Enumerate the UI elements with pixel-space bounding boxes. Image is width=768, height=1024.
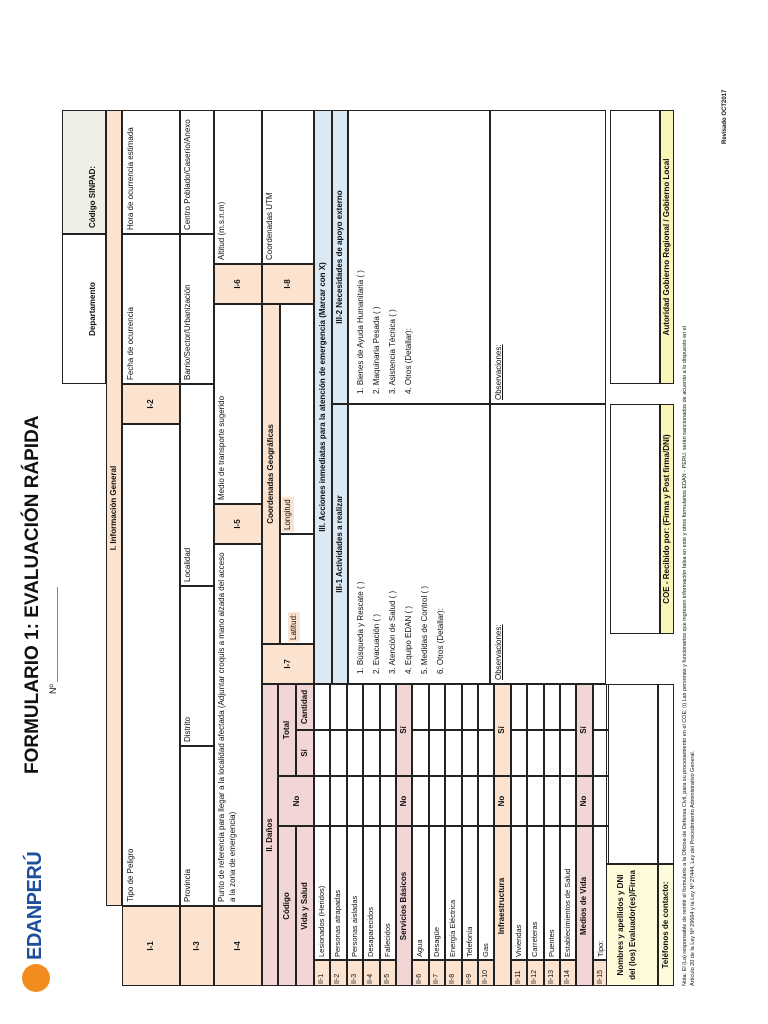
damage-si-checkbox[interactable]	[478, 730, 494, 776]
damage-si-checkbox[interactable]	[462, 730, 478, 776]
damage-cantidad-field[interactable]	[462, 684, 478, 730]
damage-code: II-6	[416, 973, 424, 984]
codigo-sinpad-label: Código SINPAD:	[88, 165, 97, 228]
i5-code: I-5	[233, 519, 242, 529]
nota-line2: Artículo 20 de la Ley Nº 29664 y la Ley Nº 27444, Ley del Procedimiento Administrativo General.	[690, 750, 696, 986]
damage-si-checkbox[interactable]	[347, 730, 363, 776]
damage-cantidad-field[interactable]	[314, 684, 330, 730]
damage-code: II-5	[383, 973, 391, 984]
damage-label: Agua	[415, 939, 425, 957]
form-number: Nº ___________________	[48, 586, 58, 694]
i1-code: I-1	[146, 941, 155, 951]
telefonos-label: Teléfonos de contacto:	[661, 881, 670, 969]
damage-code: II-3	[350, 973, 358, 984]
telefonos-field[interactable]	[658, 684, 674, 864]
actividad-item[interactable]: 6. Otros (Detallar):	[436, 608, 445, 674]
damage-si-checkbox[interactable]	[429, 730, 445, 776]
damage-label: Viviendas	[513, 924, 523, 957]
edan-logo-icon	[22, 964, 50, 992]
seccion1-title: I. Información General	[109, 465, 118, 551]
damage-cantidad-field[interactable]	[330, 684, 346, 730]
damage-code: II-14	[564, 969, 571, 984]
damage-no-checkbox[interactable]	[314, 776, 330, 826]
nombres-label: Nombres y apellidos y DNI	[616, 874, 625, 976]
table-row	[478, 826, 494, 960]
damage-no-checkbox[interactable]	[429, 776, 445, 826]
damage-label: Fallecidos	[382, 923, 392, 957]
actividad-item[interactable]: 3. Atención de Salud ( )	[388, 590, 397, 674]
damage-label: Lesionados (Heridos)	[317, 885, 326, 957]
damage-cantidad-field[interactable]	[478, 684, 494, 730]
damage-si-checkbox[interactable]	[330, 730, 346, 776]
actividad-item[interactable]: 5. Medidas de Control ( )	[420, 585, 429, 674]
group-si-label: Sí	[579, 726, 589, 734]
actividad-item[interactable]: 2. Evacuación ( )	[372, 613, 381, 674]
damage-no-checkbox[interactable]	[527, 776, 543, 826]
damage-cantidad-field[interactable]	[544, 684, 560, 730]
group-no-label: No	[579, 795, 589, 807]
damage-code: II-10	[482, 969, 489, 984]
observaciones2-label: Observaciones:	[494, 344, 503, 400]
sub2-label: III-2 Necesidades de apoyo externo	[335, 190, 344, 324]
damage-cantidad-field[interactable]	[445, 684, 461, 730]
damage-cantidad-field[interactable]	[412, 684, 428, 730]
group-si-label: Sí	[497, 726, 507, 734]
damage-no-checkbox[interactable]	[511, 776, 527, 826]
i3-code: I-3	[192, 941, 201, 951]
damage-label: Personas aisladas	[349, 895, 359, 957]
damage-no-checkbox[interactable]	[462, 776, 478, 826]
damage-cantidad-field[interactable]	[560, 684, 576, 730]
damage-label: Telefonía	[464, 926, 474, 957]
si-label: Sí	[300, 749, 309, 757]
fecha-label: Fecha de ocurrencia	[126, 307, 135, 380]
damage-label: Desaparecidos	[366, 906, 376, 957]
tipo-peligro-label: Tipo de Peligro	[126, 848, 135, 902]
i4-code: I-4	[233, 941, 242, 951]
group-label-infra: Infraestructura	[497, 877, 507, 935]
no-label: No	[292, 795, 301, 807]
necesidad-item[interactable]: 4. Otros (Detallar):	[404, 328, 413, 394]
group-no-label: No	[497, 795, 507, 807]
damage-no-checkbox[interactable]	[478, 776, 494, 826]
logo-text: EDANPERÚ	[24, 851, 46, 960]
evaluador-label: del (los) Evaluador(es)/Firma	[628, 870, 637, 980]
centro-label: Centro Poblado/Caserío/Anexo	[183, 119, 192, 230]
damage-si-checkbox[interactable]	[560, 730, 576, 776]
departamento-cell[interactable]	[62, 234, 106, 384]
damage-no-checkbox[interactable]	[412, 776, 428, 826]
damage-si-checkbox[interactable]	[544, 730, 560, 776]
provincia-label: Provincia	[183, 869, 192, 902]
observaciones2-cell[interactable]	[490, 110, 606, 404]
actividad-item[interactable]: 1. Búsqueda y Rescate ( )	[356, 581, 365, 674]
hora-label: Hora de ocurrencia estimada	[126, 127, 135, 230]
damage-label: Energía Eléctrica	[448, 899, 458, 957]
i8-code: I-8	[283, 279, 292, 289]
damage-si-checkbox[interactable]	[445, 730, 461, 776]
damage-code: II-11	[514, 970, 522, 984]
codigo-sinpad-cell[interactable]	[62, 110, 106, 234]
observaciones1-cell[interactable]	[490, 404, 606, 684]
autoridad-firma-cell[interactable]	[610, 110, 660, 384]
necesidad-item[interactable]: 2. Maquinaria Pesada ( )	[372, 306, 381, 394]
medio-transporte-label: Medio de transporte sugerido	[217, 395, 226, 500]
barrio-label: Barrio/Sector/Urbanización	[183, 284, 192, 380]
nota-line1: Nota: El (La) responsable de remitir el formulario a la Oficina de Defensa Civil, para su procesamiento en el COE; (i) Las personas y funcionarios que ingresen información falsa en este y otros formularios EDAN - PERÚ, serán sancionados de acuerdo a lo dispuesto en el	[682, 325, 688, 986]
damage-label: Carreteras	[530, 921, 540, 957]
page-title: FORMULARIO 1: EVALUACIÓN RÁPIDA	[22, 415, 43, 774]
observaciones1-label: Observaciones:	[494, 624, 503, 680]
damage-code: II-15	[596, 969, 604, 984]
group-si-label: Sí	[399, 726, 408, 734]
damage-code: II-1	[318, 973, 325, 984]
coe-label: COE - Recibido por: (Firma y Post firma/DNI)	[662, 434, 671, 604]
evaluador-firma-cell[interactable]	[606, 684, 658, 864]
i7-code: I-7	[283, 659, 292, 669]
damage-si-checkbox[interactable]	[363, 730, 379, 776]
group-no-label: No	[399, 795, 408, 807]
necesidad-item[interactable]: 3. Asistencia Técnica ( )	[388, 309, 397, 394]
damage-si-checkbox[interactable]	[412, 730, 428, 776]
damage-label: Personas atrapadas	[333, 889, 343, 957]
codigo-label: Código	[282, 892, 291, 920]
necesidad-item[interactable]: 1. Bienes de Ayuda Humanitaria ( )	[356, 270, 365, 394]
group-label-medios: Medios de Vida	[579, 876, 589, 936]
latitud-label: Latitud:	[289, 613, 298, 640]
cantidad-label: Cantidad	[300, 689, 309, 725]
seccion2-title: II. Daños	[265, 818, 274, 852]
damage-code: II-9	[465, 973, 473, 984]
localidad-label: Localidad	[183, 547, 192, 582]
damage-cantidad-field[interactable]	[347, 684, 363, 730]
i2-code: I-2	[146, 399, 155, 409]
damage-no-checkbox[interactable]	[330, 776, 346, 826]
damage-code: II-12	[531, 969, 539, 984]
damage-no-checkbox[interactable]	[544, 776, 560, 826]
autoridad-label: Autoridad Gobierno Regional / Gobierno Local	[662, 158, 671, 336]
longitud-label: Longitud	[283, 499, 292, 530]
damage-no-checkbox[interactable]	[445, 776, 461, 826]
tipo-peligro-cell[interactable]	[122, 424, 180, 906]
damage-code: II-8	[449, 973, 457, 984]
sub1-label: III-1 Actividades a realizar	[335, 495, 344, 593]
damage-no-checkbox[interactable]	[363, 776, 379, 826]
damage-code: II-7	[432, 973, 440, 984]
total-label: Total	[282, 720, 291, 740]
damage-no-checkbox[interactable]	[560, 776, 576, 826]
group-label-servicios: Servicios Básicos	[399, 871, 408, 941]
damage-label: Establecimientos de Salud	[563, 868, 572, 957]
coe-firma-cell[interactable]	[610, 404, 660, 634]
damage-si-checkbox[interactable]	[527, 730, 543, 776]
damage-no-checkbox[interactable]	[380, 776, 396, 826]
damage-code: II-2	[334, 973, 342, 984]
damage-si-checkbox[interactable]	[511, 730, 527, 776]
actividad-item[interactable]: 4. Equipo EDAN ( )	[404, 605, 413, 674]
damage-cantidad-field[interactable]	[380, 684, 396, 730]
altitud-label: Altitud (m.s.n.m)	[217, 201, 226, 260]
vida-salud-label: Vida y Salud	[300, 882, 309, 930]
damage-cantidad-field[interactable]	[429, 684, 445, 730]
damage-label: Gas	[481, 943, 490, 957]
necesidades-cell[interactable]	[348, 110, 490, 404]
i6-code: I-6	[233, 279, 242, 289]
damage-label: Tipo:	[595, 940, 605, 957]
departamento-label: Departamento	[88, 282, 97, 336]
damage-code: II-13	[547, 969, 555, 984]
distrito-label: Distrito	[183, 717, 192, 742]
damage-cantidad-field[interactable]	[363, 684, 379, 730]
coord-geo-label: Coordenadas Geográficas	[266, 424, 275, 524]
damage-label: Puentes	[546, 929, 556, 957]
actividades-cell[interactable]	[348, 404, 490, 684]
seccion3-title: III. Acciones inmediatas para la atención de emergencia (Marcar con X)	[318, 262, 327, 532]
punto-referencia-label: Punto de referencia para llegar a la localidad afectada (Adjuntar croquis a mano alzada del acceso a la zona de emergencia)	[217, 552, 237, 902]
damage-no-checkbox[interactable]	[347, 776, 363, 826]
damage-code: II-4	[367, 973, 375, 984]
damage-label: Desagüe	[431, 926, 441, 957]
damage-si-checkbox[interactable]	[380, 730, 396, 776]
damage-cantidad-field[interactable]	[527, 684, 543, 730]
damage-cantidad-field[interactable]	[511, 684, 527, 730]
revisado-label: Revisado OCT2017	[722, 89, 728, 144]
damage-si-checkbox[interactable]	[314, 730, 330, 776]
coord-utm-label: Coordenadas UTM	[265, 192, 274, 260]
